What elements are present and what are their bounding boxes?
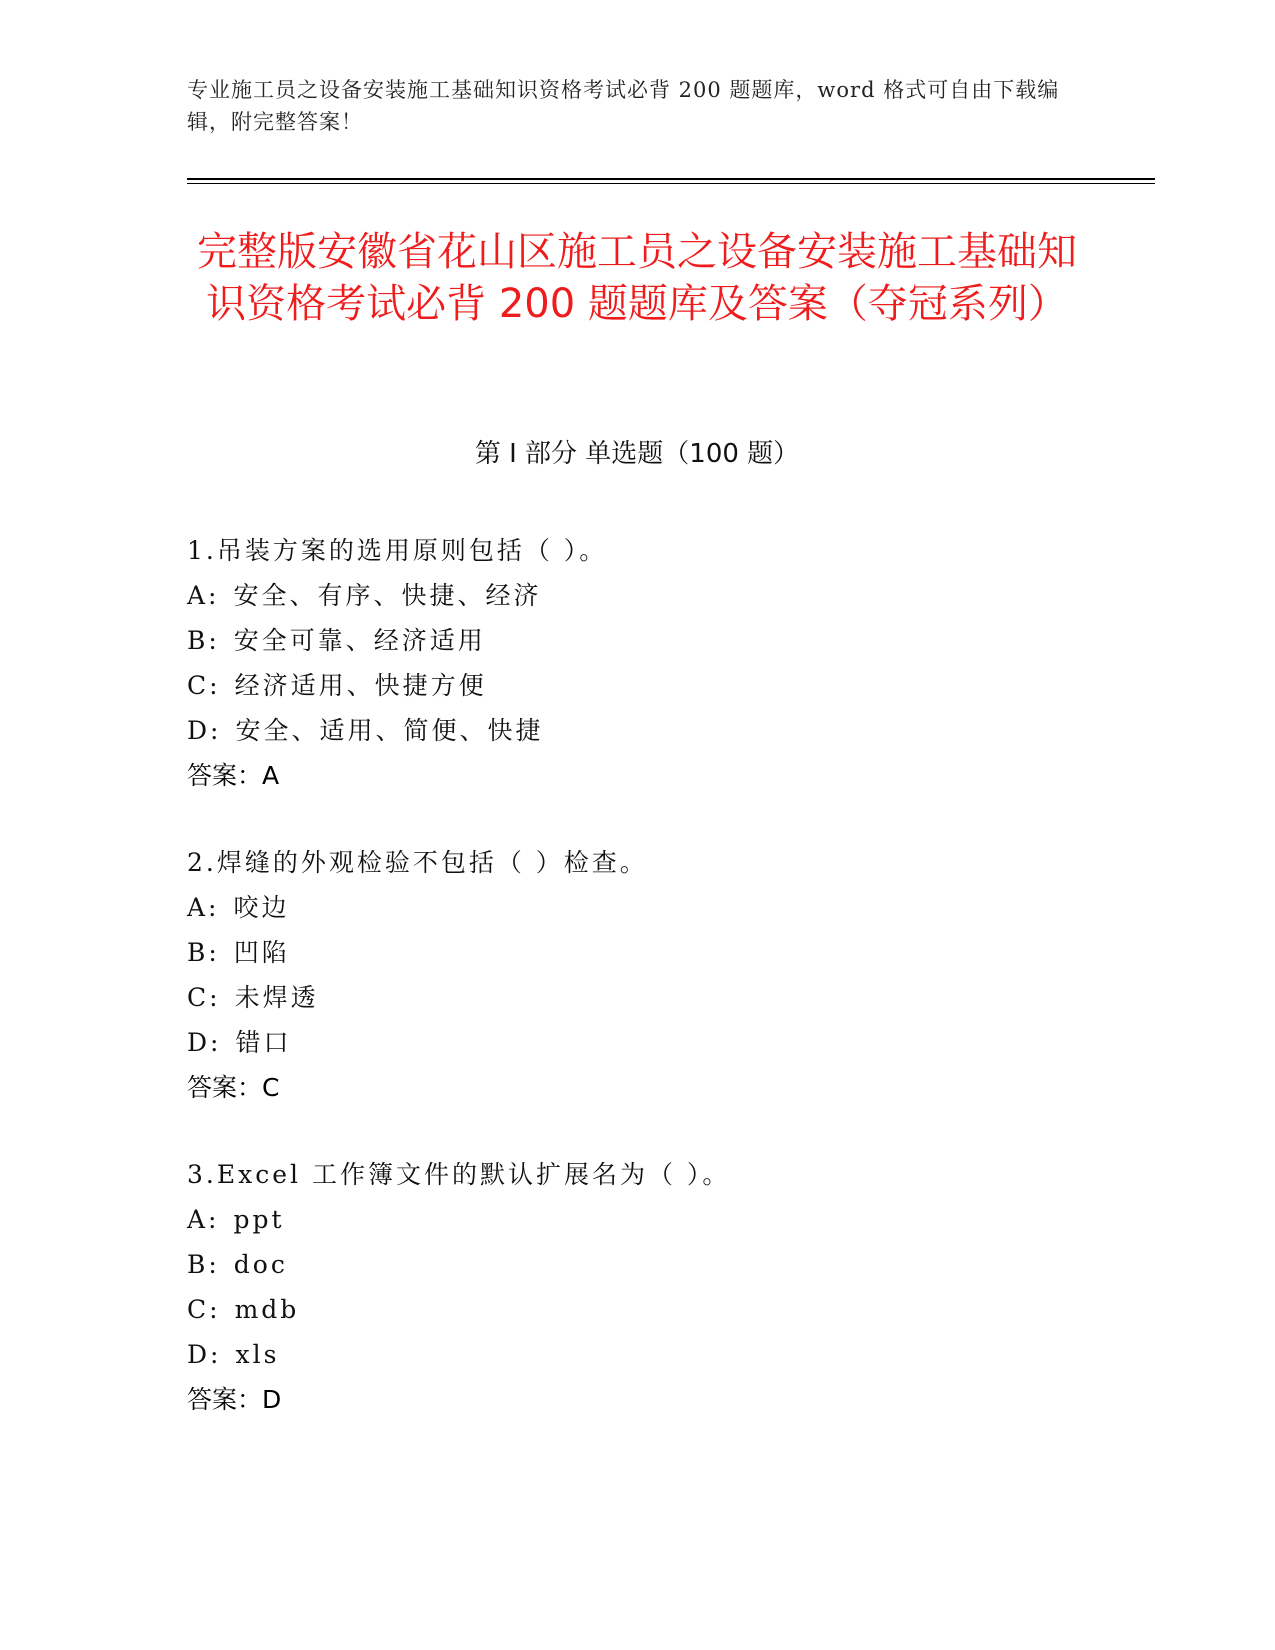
option-letter: D:: [187, 1028, 222, 1057]
option-text: 错口: [235, 1028, 292, 1057]
option-d: [187, 1020, 1147, 1065]
option-text: 凹陷: [233, 938, 290, 967]
header-note: 专业施工员之设备安装施工基础知识资格考试必背 200 题题库，word 格式可自由下载编辑，附完整答案！: [187, 78, 1060, 134]
answer: 答案：A: [187, 761, 280, 790]
option-d: [187, 708, 1147, 753]
option-letter: B:: [187, 938, 220, 967]
option-c: [187, 663, 1147, 708]
question-stem: [187, 840, 1147, 885]
answer: 答案：D: [187, 1385, 282, 1414]
option-text: ppt: [233, 1205, 285, 1234]
question-number: 1.: [187, 536, 217, 565]
option-a: [187, 885, 1147, 930]
question-text: 焊缝的外观检验不包括（ ）检查。: [216, 848, 648, 877]
option-b: [187, 618, 1147, 663]
option-text: 安全可靠、经济适用: [233, 626, 486, 655]
option-text: 经济适用、快捷方便: [234, 671, 487, 700]
question-3: [187, 1152, 1147, 1422]
option-c: [187, 1287, 1147, 1332]
header-rule-thin: [187, 183, 1155, 184]
option-letter: C:: [187, 1295, 221, 1324]
option-text: 安全、有序、快捷、经济: [233, 581, 542, 610]
option-text: 未焊透: [234, 983, 319, 1012]
option-letter: D:: [187, 716, 222, 745]
question-1: [187, 528, 1147, 798]
question-stem: [187, 528, 1147, 573]
option-a: [187, 1197, 1147, 1242]
option-letter: B:: [187, 1250, 220, 1279]
option-letter: D:: [187, 1340, 222, 1369]
option-text: doc: [233, 1250, 288, 1279]
option-text: 安全、适用、简便、快捷: [235, 716, 544, 745]
header-rule-thick: [187, 178, 1155, 180]
option-text: xls: [235, 1340, 280, 1369]
question-stem: [187, 1152, 1147, 1197]
option-letter: C:: [187, 671, 221, 700]
option-text: 咬边: [233, 893, 290, 922]
option-text: mdb: [234, 1295, 300, 1324]
question-number: 2.: [187, 848, 217, 877]
option-d: [187, 1332, 1147, 1377]
option-letter: A:: [187, 893, 220, 922]
option-c: [187, 975, 1147, 1020]
question-2: [187, 840, 1147, 1110]
question-number: 3.: [187, 1160, 217, 1189]
question-list: [187, 528, 1147, 1464]
answer: 答案：C: [187, 1073, 280, 1102]
section-title: 第 I 部分 单选题（100 题）: [474, 439, 800, 469]
option-a: [187, 573, 1147, 618]
option-letter: A:: [187, 1205, 220, 1234]
option-b: [187, 1242, 1147, 1287]
option-letter: B:: [187, 626, 220, 655]
option-letter: A:: [187, 581, 220, 610]
option-b: [187, 930, 1147, 975]
question-text: Excel 工作簿文件的默认扩展名为（ ）。: [216, 1160, 731, 1189]
question-text: 吊装方案的选用原则包括（ ）。: [216, 536, 608, 565]
document-title: 完整版安徽省花山区施工员之设备安装施工基础知识资格考试必背 200 题题库及答案（夺冠系列）: [197, 229, 1077, 327]
option-letter: C:: [187, 983, 221, 1012]
